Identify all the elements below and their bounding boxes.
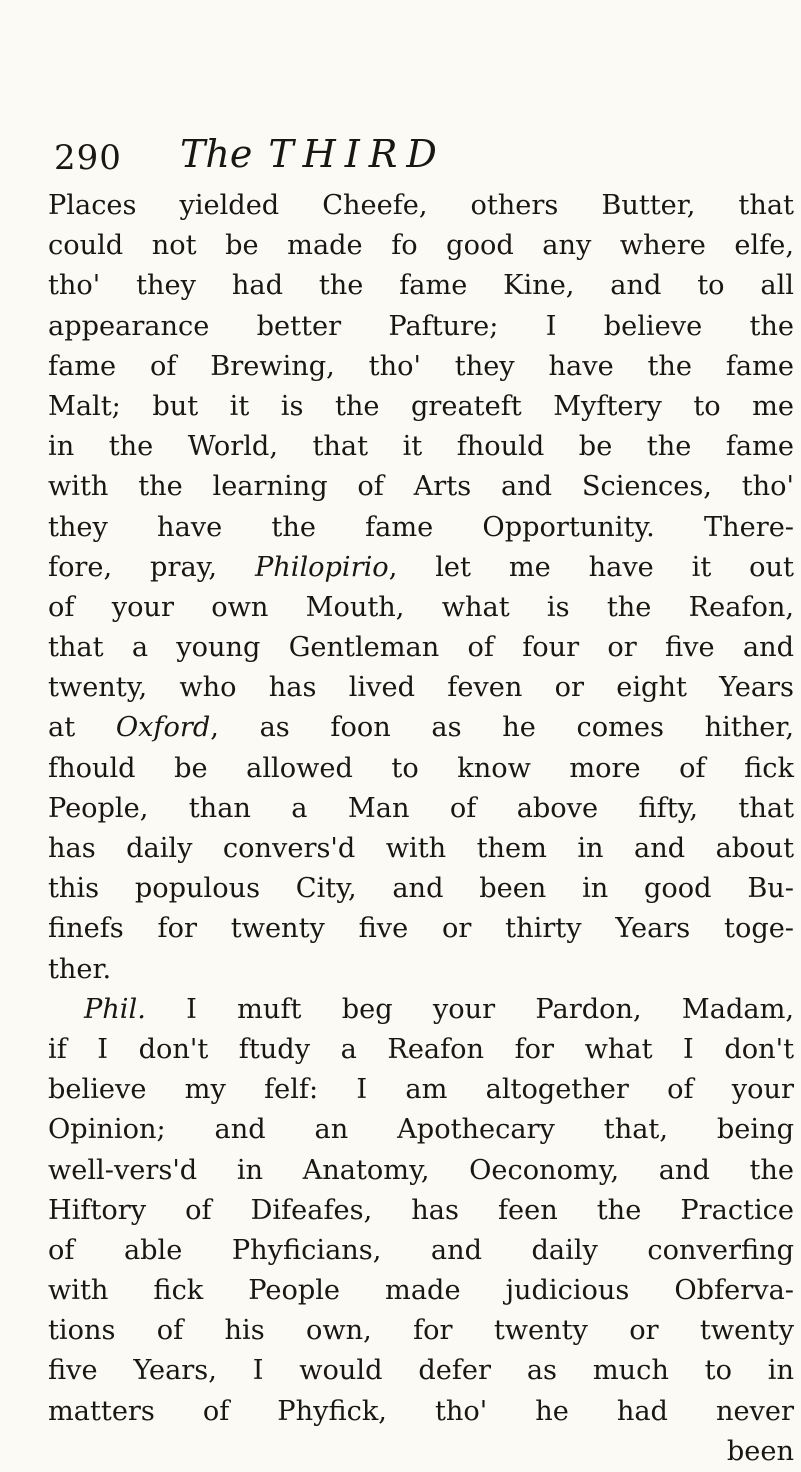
page-header: [54, 132, 754, 178]
line-text: People, than a Man of above fifty, that: [48, 792, 794, 824]
text-line: [48, 628, 794, 668]
text-line: [48, 1271, 794, 1311]
line-text: has daily convers'd with them in and about: [48, 833, 794, 864]
line-text: in the World, that it fhould be the fame: [48, 431, 794, 463]
line-text: Opinion; and an Apothecary that, being: [48, 1114, 794, 1146]
text-line: [48, 909, 794, 949]
italic-text: Philopirio: [254, 551, 389, 583]
text-line: [48, 1231, 794, 1271]
text-line: [48, 1151, 794, 1191]
text-line: [48, 1392, 794, 1432]
line-text: Malt; but it is the greateft Myftery to me: [48, 390, 794, 422]
line-text: tions of his own, for twenty or twenty: [48, 1315, 794, 1347]
line-text: fame of Brewing, tho' they have the fame: [48, 350, 794, 382]
text-line: [48, 789, 794, 829]
line-text: with the learning of Arts and Sciences, tho': [48, 471, 794, 503]
text-line: [48, 226, 794, 266]
text-line: [48, 1030, 794, 1070]
text-line: [48, 427, 794, 467]
text-line: [48, 467, 794, 507]
line-text: , let me have it out: [388, 551, 794, 583]
line-text: I muft beg your Pardon, Madam,: [145, 993, 794, 1025]
text-line: [48, 668, 794, 708]
line-text: twenty, who has lived feven or eight Years: [48, 672, 794, 704]
text-line: [48, 869, 794, 909]
line-text: appearance better Pafture; I believe the: [48, 310, 794, 342]
text-line: [48, 950, 794, 990]
line-text: this populous City, and been in good Bu-: [48, 873, 794, 905]
line-text: of your own Mouth, what is the Reafon,: [48, 591, 794, 623]
text-line: [48, 548, 794, 588]
text-line: [48, 307, 794, 347]
running-head-the: The: [180, 132, 253, 176]
line-text: if I don't ftudy a Reafon for what I don't: [48, 1033, 794, 1065]
line-text: believe my felf: I am altogether of your: [48, 1074, 794, 1106]
text-line: [48, 1432, 794, 1472]
text-line: [48, 1311, 794, 1351]
text-line: [48, 387, 794, 427]
text-line: [48, 990, 794, 1030]
line-text: Places yielded Cheefe, others Butter, that: [48, 190, 794, 221]
text-line: [48, 1351, 794, 1391]
line-text: ther.: [48, 953, 112, 985]
text-line: [48, 1110, 794, 1150]
text-line: [48, 1070, 794, 1110]
italic-text: Phil.: [84, 993, 146, 1025]
text-line: [48, 1191, 794, 1231]
text-line: [48, 508, 794, 548]
line-text: of able Phyficians, and daily converfing: [48, 1234, 794, 1266]
text-line: [48, 829, 794, 869]
text-line: [48, 186, 794, 226]
running-head: [180, 132, 446, 176]
running-head-title: THIRD: [268, 132, 446, 176]
line-text: matters of Phyfick, tho' he had never: [48, 1395, 794, 1427]
line-text: that a young Gentleman of four or five and: [48, 632, 794, 664]
page-number: 290: [54, 138, 122, 178]
line-text: well-vers'd in Anatomy, Oeconomy, and the: [48, 1154, 794, 1186]
text-line: [48, 749, 794, 789]
line-text: could not be made fo good any where elfe,: [48, 230, 794, 262]
line-text: at: [48, 712, 116, 744]
line-text: , as foon as he comes hither,: [210, 712, 794, 744]
italic-text: Oxford: [115, 712, 211, 744]
line-text: with fick People made judicious Obferva-: [48, 1275, 794, 1307]
text-line: [48, 588, 794, 628]
line-text: Hiftory of Difeafes, has feen the Practice: [48, 1194, 794, 1226]
line-text: fhould be allowed to know more of fick: [48, 752, 794, 784]
text-line: [48, 266, 794, 306]
line-text: fore, pray,: [48, 551, 255, 583]
line-text: finefs for twenty five or thirty Years toge-: [48, 913, 794, 945]
body-text: [48, 186, 794, 1472]
text-line: [48, 708, 794, 748]
line-text: tho' they had the fame Kine, and to all: [48, 270, 794, 302]
line-text: been: [726, 1435, 794, 1467]
line-text: five Years, I would defer as much to in: [48, 1355, 794, 1387]
text-line: [48, 347, 794, 387]
line-text: they have the fame Opportunity. There-: [48, 511, 794, 543]
